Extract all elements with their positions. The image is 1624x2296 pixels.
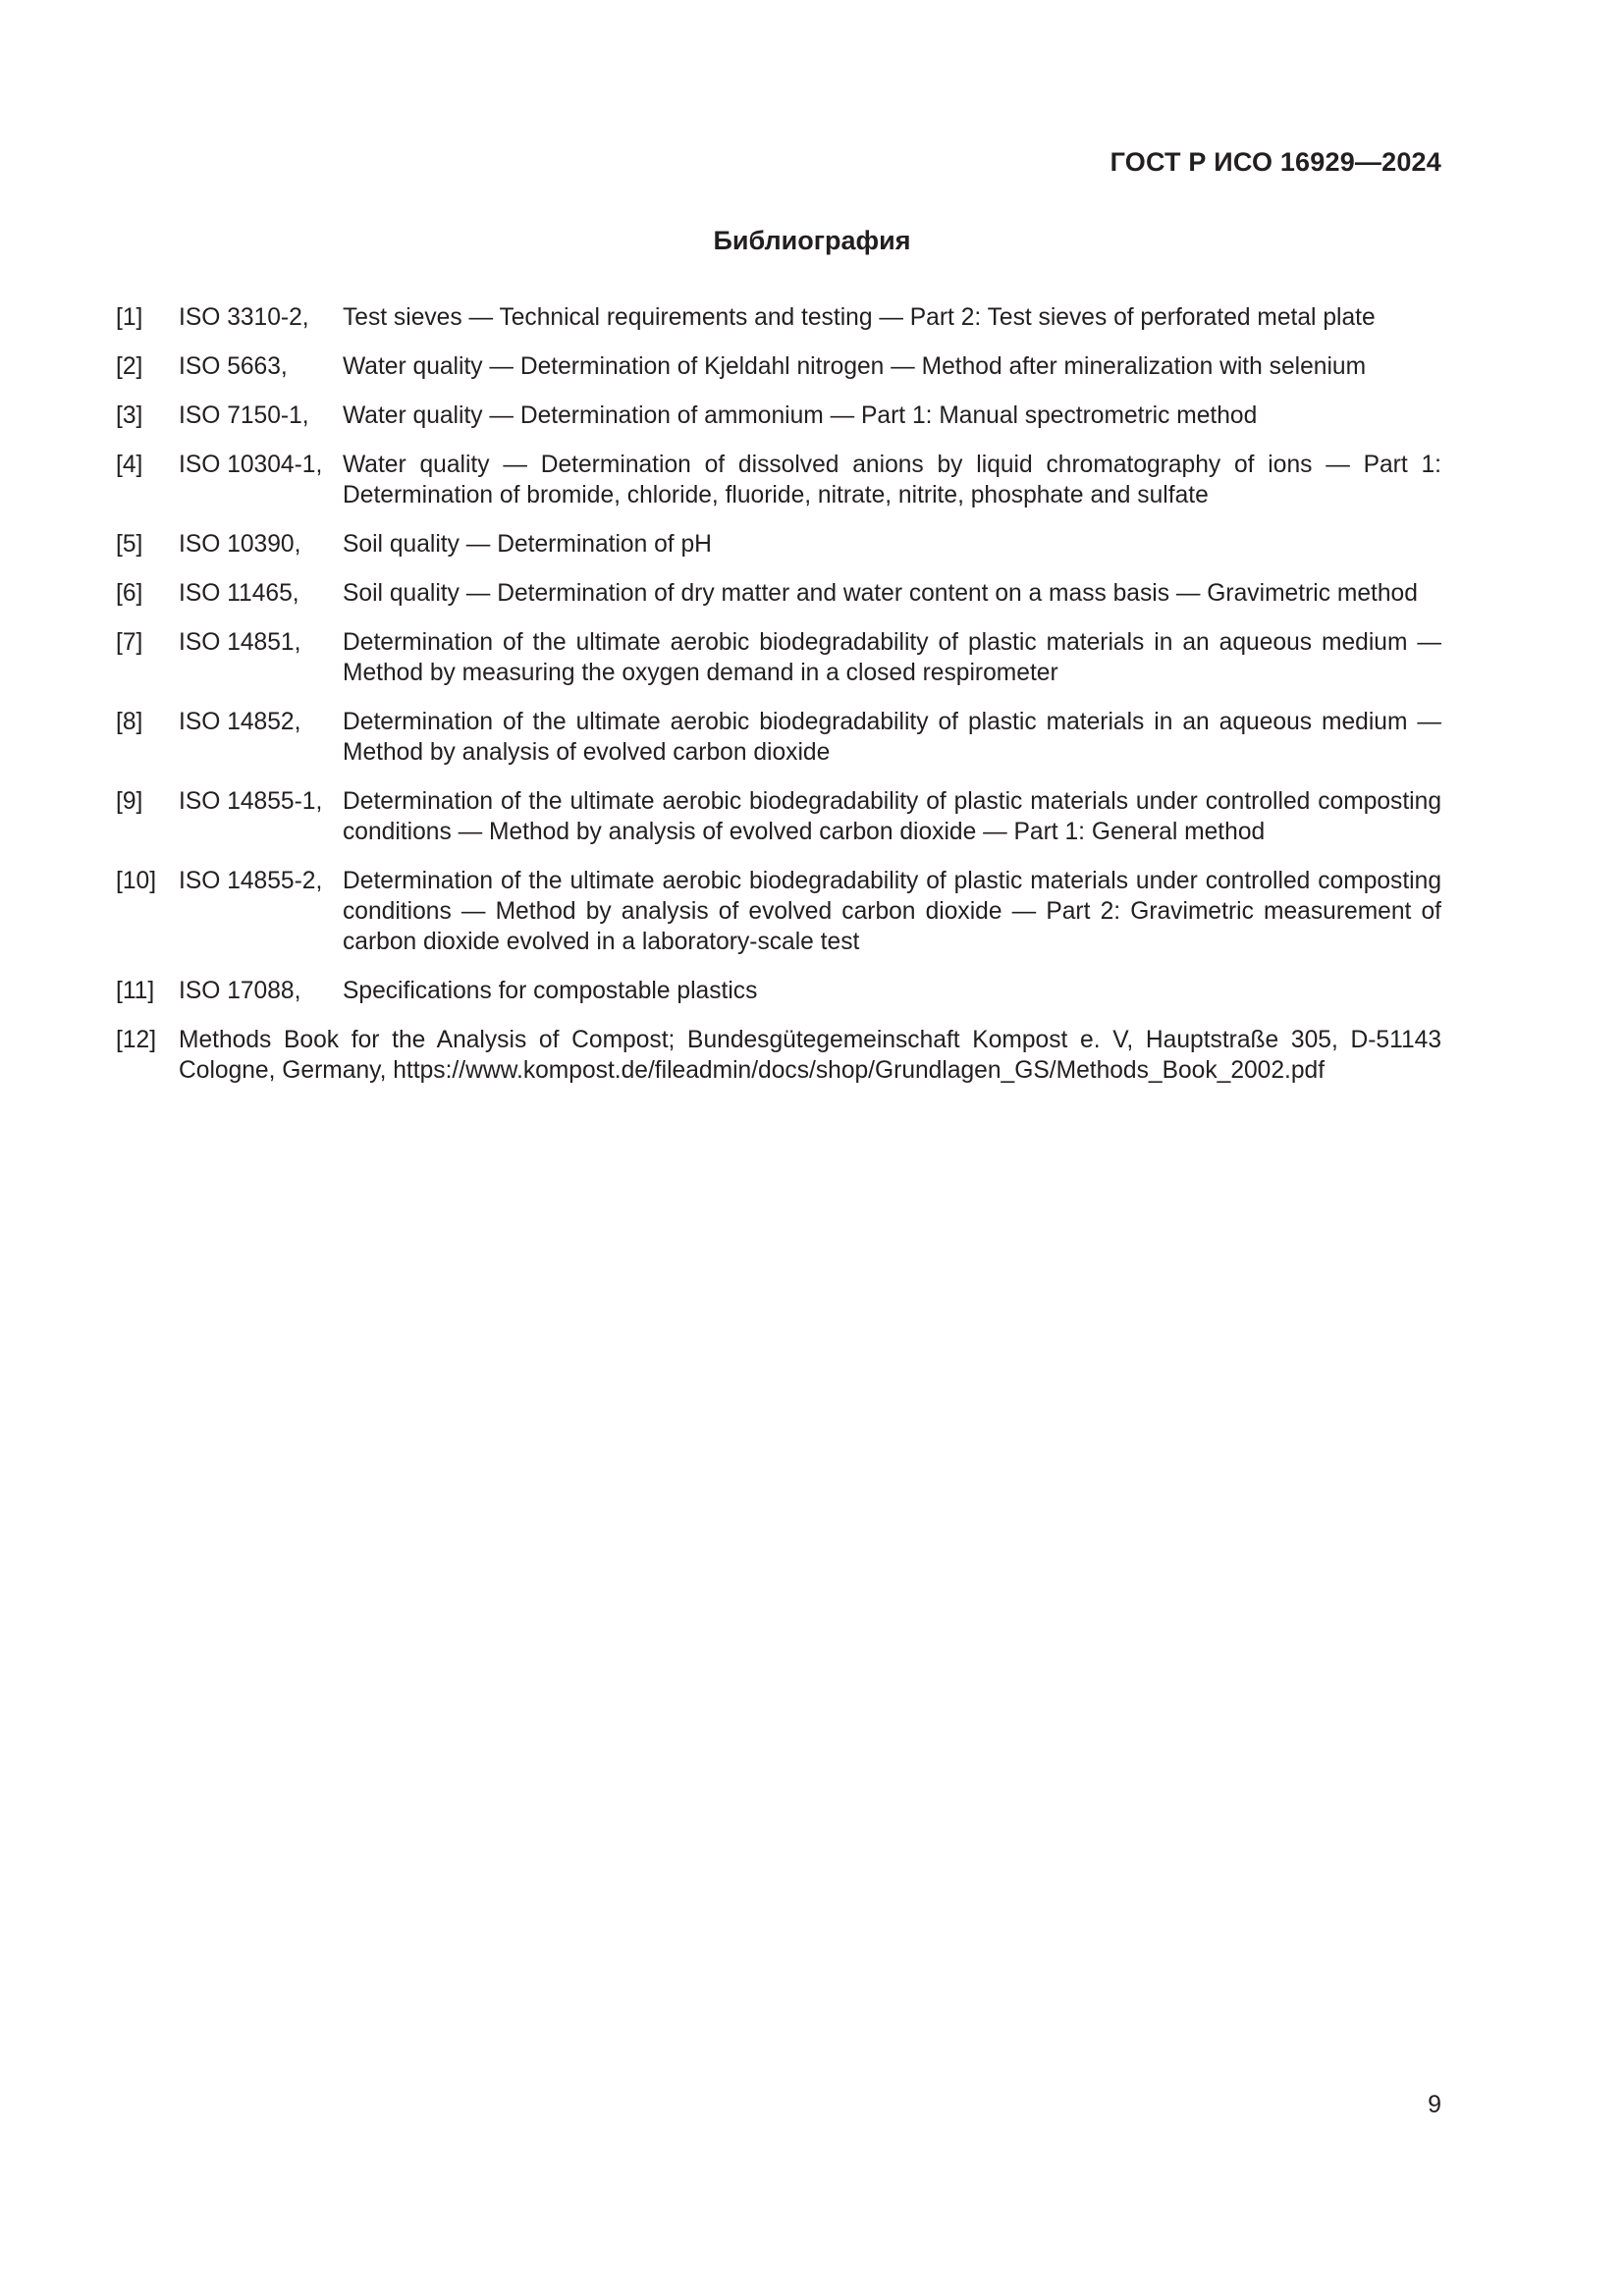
- item-number: [1]: [116, 304, 143, 331]
- item-number: [8]: [116, 709, 143, 735]
- standard-title: Soil quality — Determination of pH: [343, 531, 712, 558]
- item-number: [11]: [116, 978, 155, 1004]
- standard-id: ISO 14855-1,: [179, 788, 323, 815]
- item-number: [2]: [116, 353, 143, 380]
- item-number: [5]: [116, 531, 143, 558]
- standard-id: ISO 5663,: [179, 353, 288, 380]
- item-number: [9]: [116, 788, 143, 815]
- standard-id: ISO 14855-2,: [179, 868, 323, 894]
- bibliography-list: [116, 302, 1441, 1104]
- standard-title: Determination of the ultimate aerobic biodegradability of plastic materials in an aqueous medium — Method by analysis of evolved carbon dioxide: [343, 709, 1441, 766]
- bibliography-item: [116, 976, 1441, 1006]
- item-number: [12]: [116, 1027, 157, 1053]
- item-number: [7]: [116, 629, 143, 656]
- bibliography-item: [116, 866, 1441, 957]
- standard-title: Determination of the ultimate aerobic biodegradability of plastic materials in an aqueous medium — Method by measuring the oxygen demand in a closed respirometer: [343, 629, 1441, 686]
- item-number: [3]: [116, 402, 143, 429]
- standard-title: Water quality — Determination of dissolved anions by liquid chromatography of ions — Part 1: Determination of bromide, chloride, fluoride, nitrate, nitrite, phosphate and sulfate: [343, 452, 1441, 508]
- bibliography-item: [116, 578, 1441, 609]
- standard-title: Test sieves — Technical requirements and testing — Part 2: Test sieves of perforated metal plate: [343, 304, 1376, 331]
- standard-title: Water quality — Determination of ammonium — Part 1: Manual spectrometric method: [343, 402, 1258, 429]
- standard-title: Determination of the ultimate aerobic biodegradability of plastic materials under controlled composting conditions — Method by analysis of evolved carbon dioxide — Part 1: General method: [343, 788, 1441, 845]
- standard-title: Soil quality — Determination of dry matter and water content on a mass basis — Gravimetric method: [343, 580, 1418, 607]
- standard-id: ISO 10304-1,: [179, 452, 323, 478]
- bibliography-item: [116, 351, 1441, 382]
- bibliography-item: [116, 400, 1441, 431]
- page-number: 9: [1428, 2091, 1441, 2118]
- standard-id: ISO 11465,: [179, 580, 299, 607]
- bibliography-item: [116, 302, 1441, 333]
- standard-id: ISO 10390,: [179, 531, 301, 558]
- standard-title: Water quality — Determination of Kjeldahl nitrogen — Method after mineralization with selenium: [343, 353, 1367, 380]
- standard-id: ISO 17088,: [179, 978, 301, 1004]
- standard-id: ISO 14851,: [179, 629, 301, 656]
- bibliography-item: [116, 627, 1441, 688]
- bibliography-item: [116, 707, 1441, 768]
- standard-title: Specifications for compostable plastics: [343, 978, 758, 1004]
- bibliography-item: [116, 529, 1441, 560]
- bibliography-item: [116, 1025, 1441, 1086]
- bibliography-title: Библиография: [713, 226, 911, 255]
- item-number: [10]: [116, 868, 157, 894]
- bibliography-item: [116, 786, 1441, 847]
- reference-text: Methods Book for the Analysis of Compost; Bundesgütegemeinschaft Kompost e. V, Hauptstraße 305, D-51143 Cologne, Germany, https://www.kompost.de/fileadmin/docs/shop/Grundlagen_GS/Methods_Book_2002.pdf: [179, 1027, 1441, 1084]
- document-code: ГОСТ Р ИСО 16929—2024: [1110, 147, 1441, 177]
- item-number: [6]: [116, 580, 143, 607]
- item-number: [4]: [116, 452, 143, 478]
- standard-id: ISO 14852,: [179, 709, 301, 735]
- standard-id: ISO 7150-1,: [179, 402, 309, 429]
- standard-id: ISO 3310-2,: [179, 304, 309, 331]
- bibliography-item: [116, 450, 1441, 510]
- standard-title: Determination of the ultimate aerobic biodegradability of plastic materials under controlled composting conditions — Method by analysis of evolved carbon dioxide — Part 2: Gravimetric measurement of carbon dioxide evolved in a laboratory-scale test: [343, 868, 1441, 955]
